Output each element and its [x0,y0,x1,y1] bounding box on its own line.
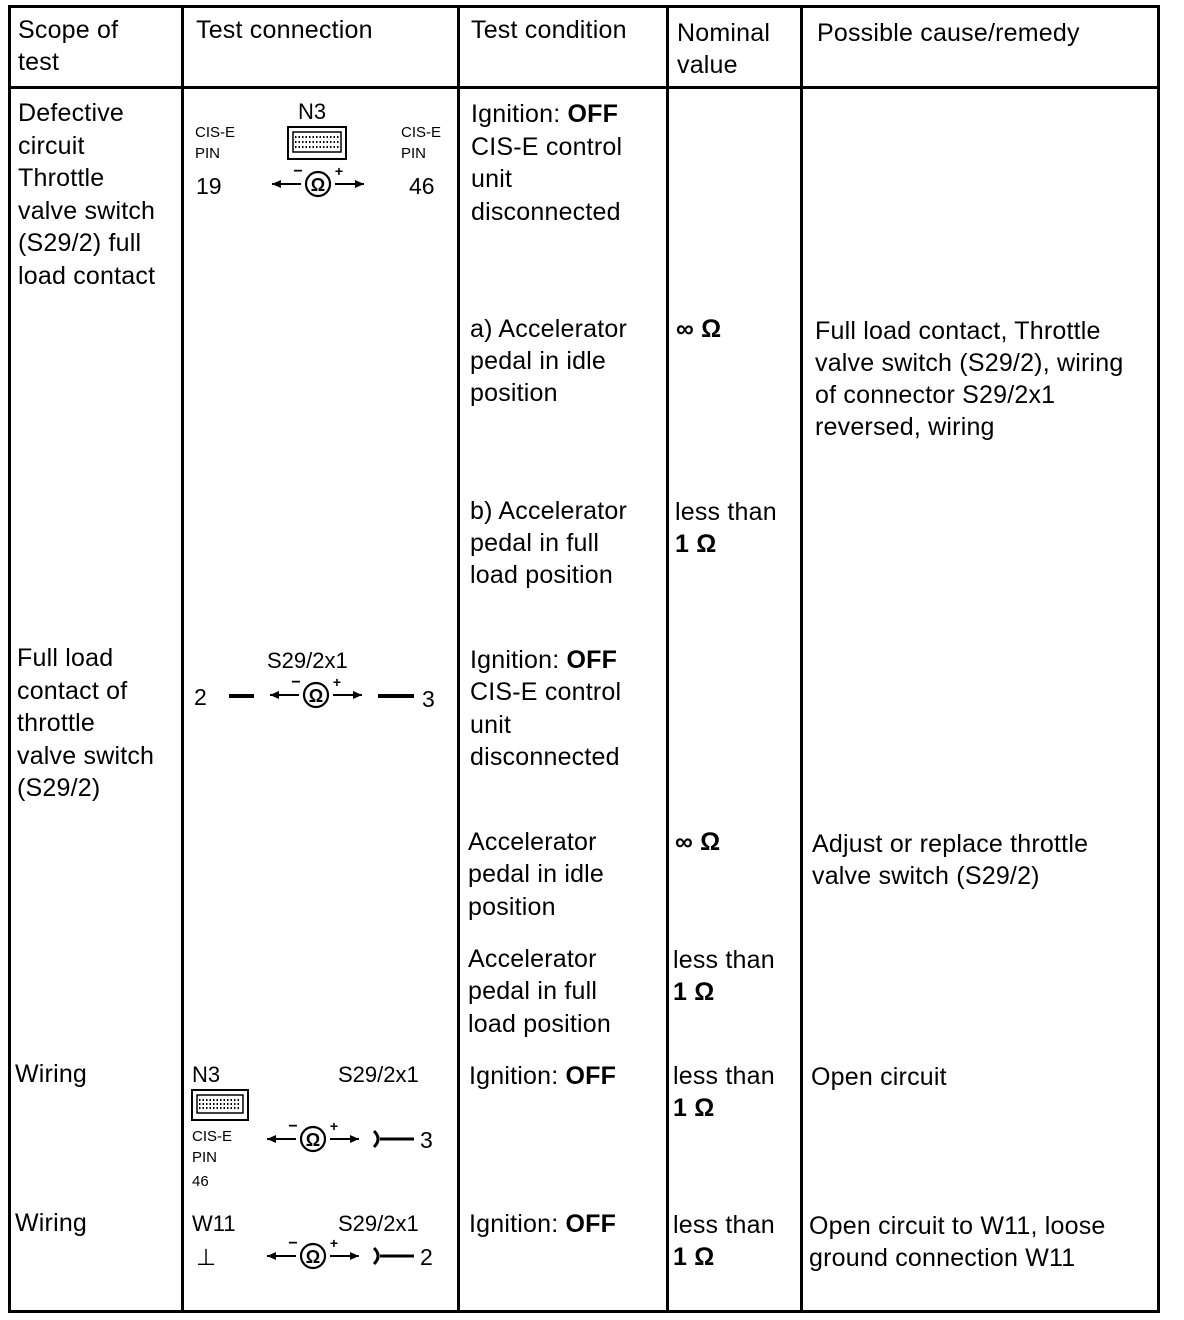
row1-condition-line-2: CIS-E control [471,133,623,161]
row2-connector-label: S29/2x1 [267,648,348,673]
header-scope-line-1: Scope of [18,16,119,44]
connector-socket-icon [372,1245,416,1267]
row3-left-pin-label-2: PIN [192,1149,218,1166]
row1a-nominal: ∞ Ω [676,315,722,343]
ignition-label: Ignition: [471,100,568,128]
row2-condition-line-3: unit [470,711,512,739]
row4-ground-label: W11 [192,1211,236,1236]
row4-connector-label: S29/2x1 [338,1211,419,1236]
row2-condition-line-2: CIS-E control [470,678,622,706]
row1-unit-label: N3 [298,99,327,124]
row2a-condition-line-2: pedal in idle [468,860,605,888]
ignition-state: OFF [567,100,619,128]
svg-text:Ω: Ω [305,1247,321,1267]
row3-unit-label: N3 [192,1062,221,1087]
row4-cause-line-1: Open circuit to W11, loose [809,1212,1106,1240]
row2b-condition-line-3: load position [468,1010,611,1038]
header-condition: Test condition [471,16,627,44]
row2a-cause-line-1: Adjust or replace throttle [812,830,1089,858]
row4-cause-line-2: ground connection W11 [809,1244,1076,1272]
header-connection: Test connection [196,16,373,44]
header-cause: Possible cause/remedy [817,19,1080,47]
row1a-cause-line-4: reversed, wiring [815,413,995,441]
row4-condition-ignition [469,1208,616,1241]
row1b-nominal-line-2: 1 Ω [675,530,717,558]
svg-text:−: − [288,1235,298,1252]
row1-condition-line-4: disconnected [471,198,621,226]
row1-left-pin: 19 [196,173,222,199]
table-border-right [1157,5,1160,1313]
row2a-nominal: ∞ Ω [675,828,721,856]
row3-nominal-line-2: 1 Ω [673,1094,715,1122]
ignition-label: Ignition: [470,646,567,674]
svg-text:−: − [288,1118,298,1135]
row1b-condition-line-2: pedal in full [470,529,600,557]
row2-scope-line-1: Full load [17,644,114,672]
row1b-nominal-line-1: less than [675,498,777,526]
row3-cause: Open circuit [811,1063,947,1091]
row1-right-pin-label-2: PIN [401,145,427,162]
row3-left-pin: 46 [192,1173,209,1190]
col-divider-4 [800,5,803,1313]
row1-scope-line-3: Throttle [18,164,105,192]
ohmmeter-icon [270,163,366,199]
ignition-state: OFF [565,1062,617,1090]
row1-scope-line-1: Defective [18,99,125,127]
ignition-label: Ignition: [469,1062,566,1090]
svg-text:−: − [291,674,301,691]
row2-right-pin: 3 [422,686,435,712]
row1-left-pin-label-1: CIS-E [195,124,236,141]
ohmmeter-icon [265,1118,361,1154]
row1-right-pin-label-1: CIS-E [401,124,442,141]
header-nominal-line-2: value [677,51,738,79]
row2-left-lead [229,694,254,698]
table-border-left [8,5,11,1313]
ohmmeter-icon [268,674,364,710]
row2b-condition-line-1: Accelerator [468,945,597,973]
row2-scope-line-5: (S29/2) [17,774,101,802]
row2-left-pin: 2 [194,684,207,710]
row2a-cause-line-2: valve switch (S29/2) [812,862,1040,890]
svg-text:Ω: Ω [308,686,324,706]
row2a-condition-line-1: Accelerator [468,828,597,856]
row4-nominal-line-2: 1 Ω [673,1243,715,1271]
ignition-label: Ignition: [469,1210,566,1238]
row2-right-lead [378,694,414,698]
row1-scope-line-2: circuit [18,132,85,160]
row3-nominal-line-1: less than [673,1062,775,1090]
row3-left-pin-label-1: CIS-E [192,1128,233,1145]
row1a-cause-line-1: Full load contact, Throttle [815,317,1101,345]
row3-scope: Wiring [15,1060,88,1088]
row1-scope-line-4: valve switch [18,197,156,225]
row2a-condition-line-3: position [468,893,556,921]
row1-right-pin: 46 [409,173,435,199]
row1-condition-line-3: unit [471,165,513,193]
row1-scope-line-5: (S29/2) full [18,229,142,257]
ignition-state: OFF [565,1210,617,1238]
svg-text:Ω: Ω [310,175,326,195]
row2-scope-line-4: valve switch [17,742,155,770]
col-divider-2 [457,5,460,1313]
control-unit-icon [287,126,347,160]
row4-nominal-line-1: less than [673,1211,775,1239]
row1-condition-ignition [471,98,618,131]
row1b-condition-line-1: b) Accelerator [470,497,628,525]
svg-text:+: + [329,1235,339,1251]
row3-right-pin: 3 [420,1127,433,1153]
col-divider-3 [666,5,669,1313]
header-scope-line-2: test [18,48,60,76]
row1-scope-line-6: load contact [18,262,156,290]
row1a-cause-line-3: of connector S29/2x1 [815,381,1056,409]
row2b-nominal-line-1: less than [673,946,775,974]
row1a-condition-line-2: pedal in idle [470,347,607,375]
row3-condition-ignition [469,1060,616,1093]
row2-condition-ignition [470,644,617,677]
row1a-condition-line-1: a) Accelerator [470,315,628,343]
row1b-condition-line-3: load position [470,561,613,589]
row1a-condition-line-3: position [470,379,558,407]
ignition-state: OFF [566,646,618,674]
row2b-nominal-line-2: 1 Ω [673,978,715,1006]
row2-scope-line-2: contact of [17,677,128,705]
header-nominal-line-1: Nominal [677,19,771,47]
ohmmeter-icon [265,1235,361,1271]
row2-scope-line-3: throttle [17,709,96,737]
row4-scope: Wiring [15,1209,88,1237]
row2-condition-line-4: disconnected [470,743,620,771]
col-divider-1 [181,5,184,1313]
svg-text:−: − [293,163,303,180]
row2b-condition-line-2: pedal in full [468,977,598,1005]
row3-connector-label: S29/2x1 [338,1062,419,1087]
svg-text:Ω: Ω [305,1130,321,1150]
svg-text:+: + [329,1118,339,1134]
svg-text:+: + [334,163,344,179]
ground-icon: ⊥ [196,1244,217,1270]
connector-socket-icon [372,1128,416,1150]
row1a-cause-line-2: valve switch (S29/2), wiring [815,349,1124,377]
control-unit-icon [191,1089,249,1121]
svg-text:+: + [332,674,342,690]
row1-left-pin-label-2: PIN [195,145,221,162]
row4-right-pin: 2 [420,1244,433,1270]
